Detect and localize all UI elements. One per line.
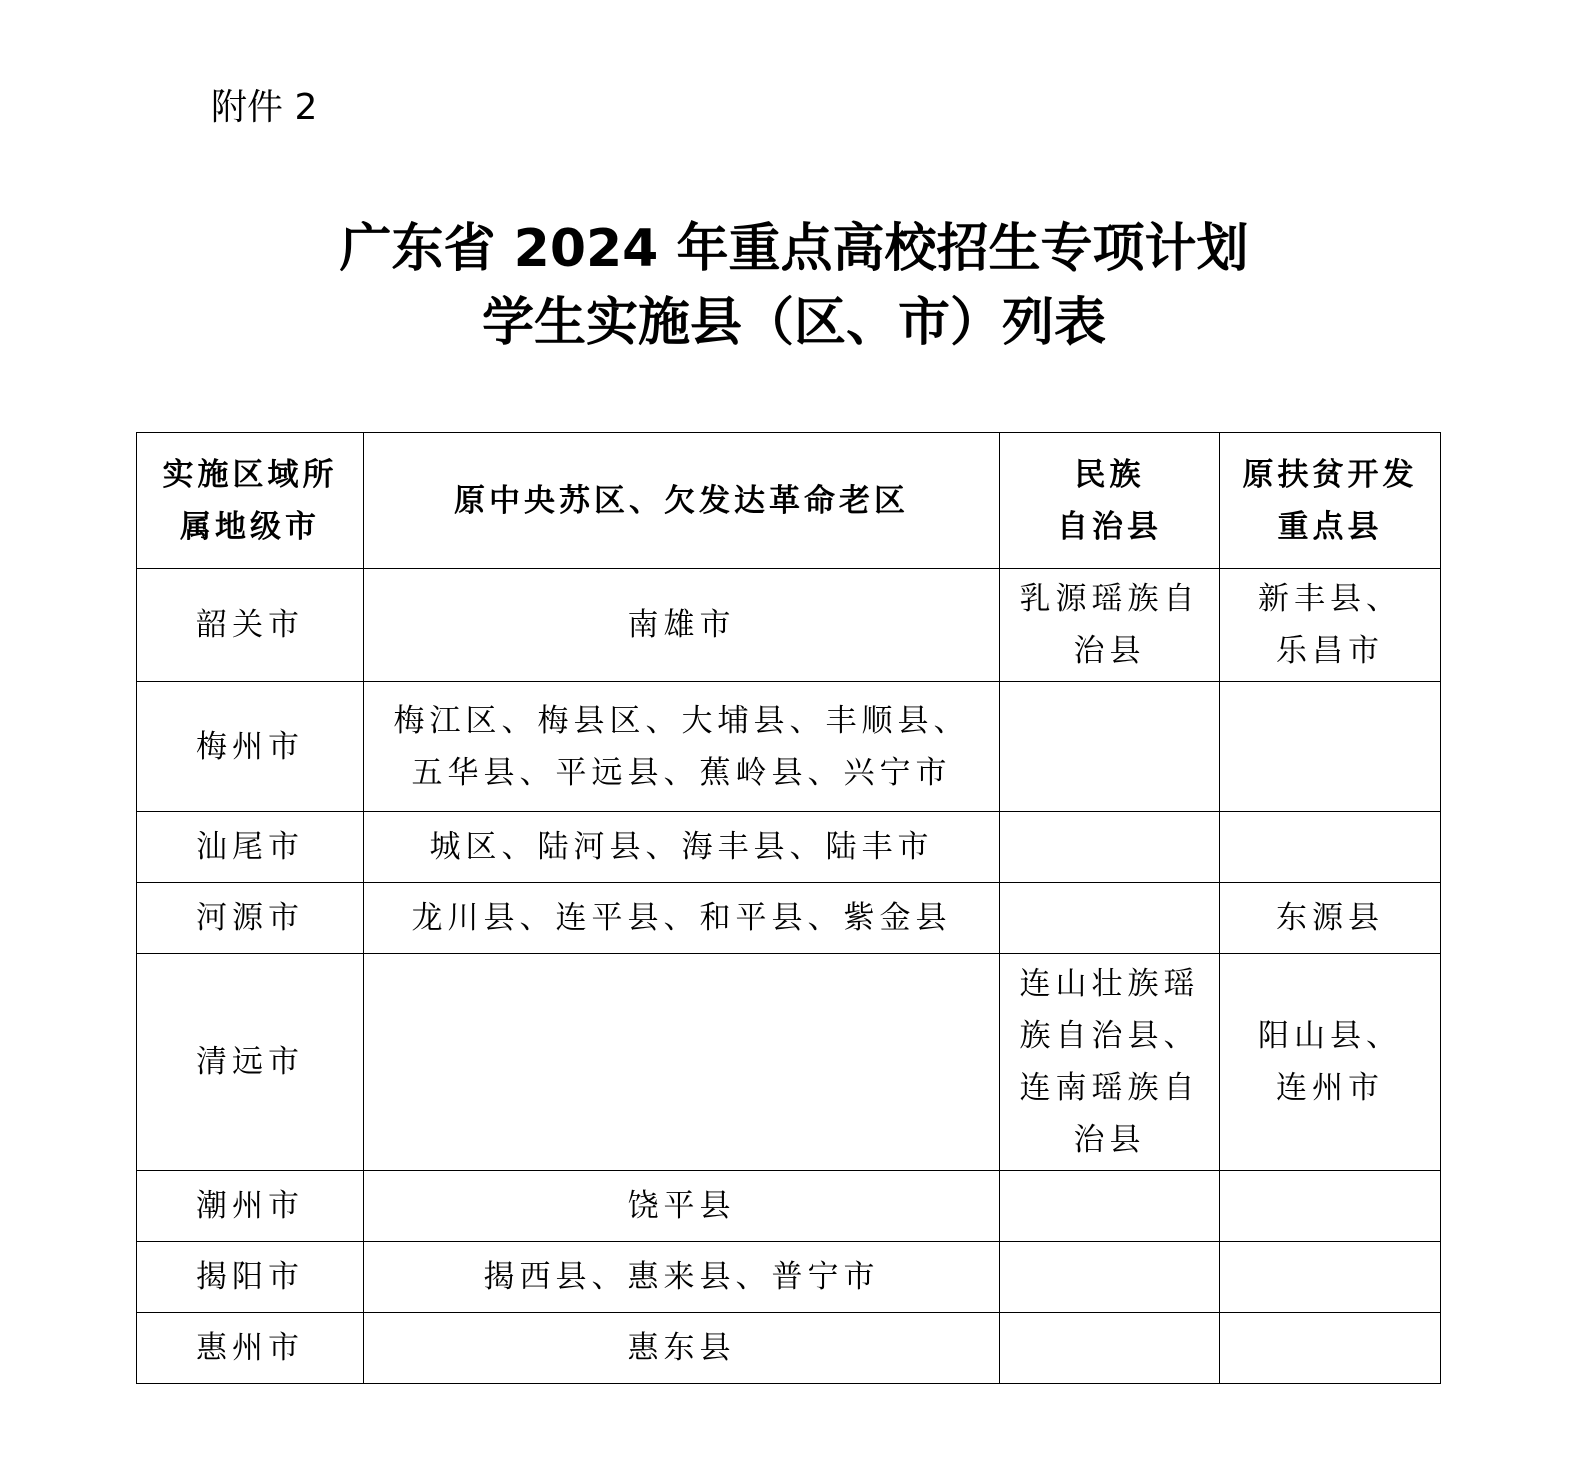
table-header-row [137,433,1441,569]
cell-old-areas [364,682,1000,812]
old-areas-line: 梅江区、梅县区、大埔县、丰顺县、 [393,702,970,739]
cell-ethnic-counties [1000,1313,1220,1384]
cell-ethnic-counties [1000,954,1220,1171]
table-row [137,883,1441,954]
cell-ethnic-counties [1000,1242,1220,1313]
header-ethnic-line: 民族 [1074,456,1145,493]
cell-ethnic-counties [1000,1171,1220,1242]
cell-city [137,954,364,1171]
cell-city [137,883,364,954]
header-city-line: 实施区域所 [162,456,338,493]
header-old-areas [364,433,1000,569]
attachment-label: 附件 2 [211,87,318,128]
poverty-line: 东源县 [1276,900,1384,936]
header-ethnic-counties [1000,433,1220,569]
table-row [137,812,1441,883]
city-name: 潮州市 [196,1188,304,1224]
cell-old-areas [364,812,1000,883]
ethnic-line: 治县 [1073,1122,1146,1158]
ethnic-line: 族自治县、 [1019,1018,1200,1054]
header-city-line: 属地级市 [180,508,320,545]
table-row [137,954,1441,1171]
table-row [137,1313,1441,1384]
cell-ethnic-counties [1000,682,1220,812]
cell-poverty-counties [1220,1242,1441,1313]
cell-old-areas [364,1313,1000,1384]
city-name: 梅州市 [196,728,304,765]
cell-poverty-counties [1220,682,1441,812]
ethnic-line: 乳源瑶族自 [1019,581,1200,617]
cell-city [137,1242,364,1313]
city-name: 惠州市 [196,1330,304,1366]
cell-old-areas [364,1242,1000,1313]
old-areas-line: 饶平县 [627,1188,736,1224]
poverty-line: 新丰县、 [1258,581,1402,617]
city-name: 汕尾市 [196,829,304,865]
city-name: 韶关市 [196,607,304,643]
cell-city [137,1171,364,1242]
cell-poverty-counties [1220,954,1441,1171]
cell-ethnic-counties [1000,812,1220,883]
cell-poverty-counties [1220,569,1441,682]
header-poverty-counties [1220,433,1441,569]
header-poverty-line: 原扶贫开发 [1242,456,1418,493]
poverty-line: 连州市 [1276,1070,1384,1106]
cell-city [137,1313,364,1384]
old-areas-line: 惠东县 [627,1330,736,1366]
old-areas-line: 龙川县、连平县、和平县、紫金县 [411,900,952,936]
city-name: 清远市 [196,1044,304,1080]
document-title [0,212,1588,360]
cell-old-areas [364,883,1000,954]
table-row [137,682,1441,812]
header-poverty-line: 重点县 [1277,508,1383,545]
city-name: 河源市 [196,900,304,936]
cell-poverty-counties [1220,1313,1441,1384]
poverty-line: 乐昌市 [1276,633,1384,669]
city-name: 揭阳市 [196,1259,304,1295]
cell-ethnic-counties [1000,569,1220,682]
table-row [137,1171,1441,1242]
cell-old-areas [364,569,1000,682]
old-areas-line: 五华县、平远县、蕉岭县、兴宁市 [411,754,952,791]
cell-city [137,569,364,682]
ethnic-line: 治县 [1073,633,1146,669]
title-line-2: 学生实施县（区、市）列表 [481,293,1106,353]
old-areas-line: 城区、陆河县、海丰县、陆丰市 [429,829,934,865]
poverty-line: 阳山县、 [1258,1018,1402,1054]
old-areas-line: 揭西县、惠来县、普宁市 [483,1259,880,1295]
title-line-1: 广东省 2024 年重点高校招生专项计划 [339,219,1249,279]
cell-old-areas [364,954,1000,1171]
cell-poverty-counties [1220,1171,1441,1242]
table-row [137,569,1441,682]
cell-ethnic-counties [1000,883,1220,954]
table-row [137,1242,1441,1313]
header-old-areas-line: 原中央苏区、欠发达革命老区 [454,482,909,519]
cell-poverty-counties [1220,883,1441,954]
header-city [137,433,364,569]
cell-city [137,682,364,812]
county-list-table [136,432,1441,1384]
header-ethnic-line: 自治县 [1057,508,1162,545]
ethnic-line: 连南瑶族自 [1019,1070,1200,1106]
cell-poverty-counties [1220,812,1441,883]
cell-city [137,812,364,883]
ethnic-line: 连山壮族瑶 [1019,966,1200,1002]
old-areas-line: 南雄市 [627,607,736,643]
cell-old-areas [364,1171,1000,1242]
